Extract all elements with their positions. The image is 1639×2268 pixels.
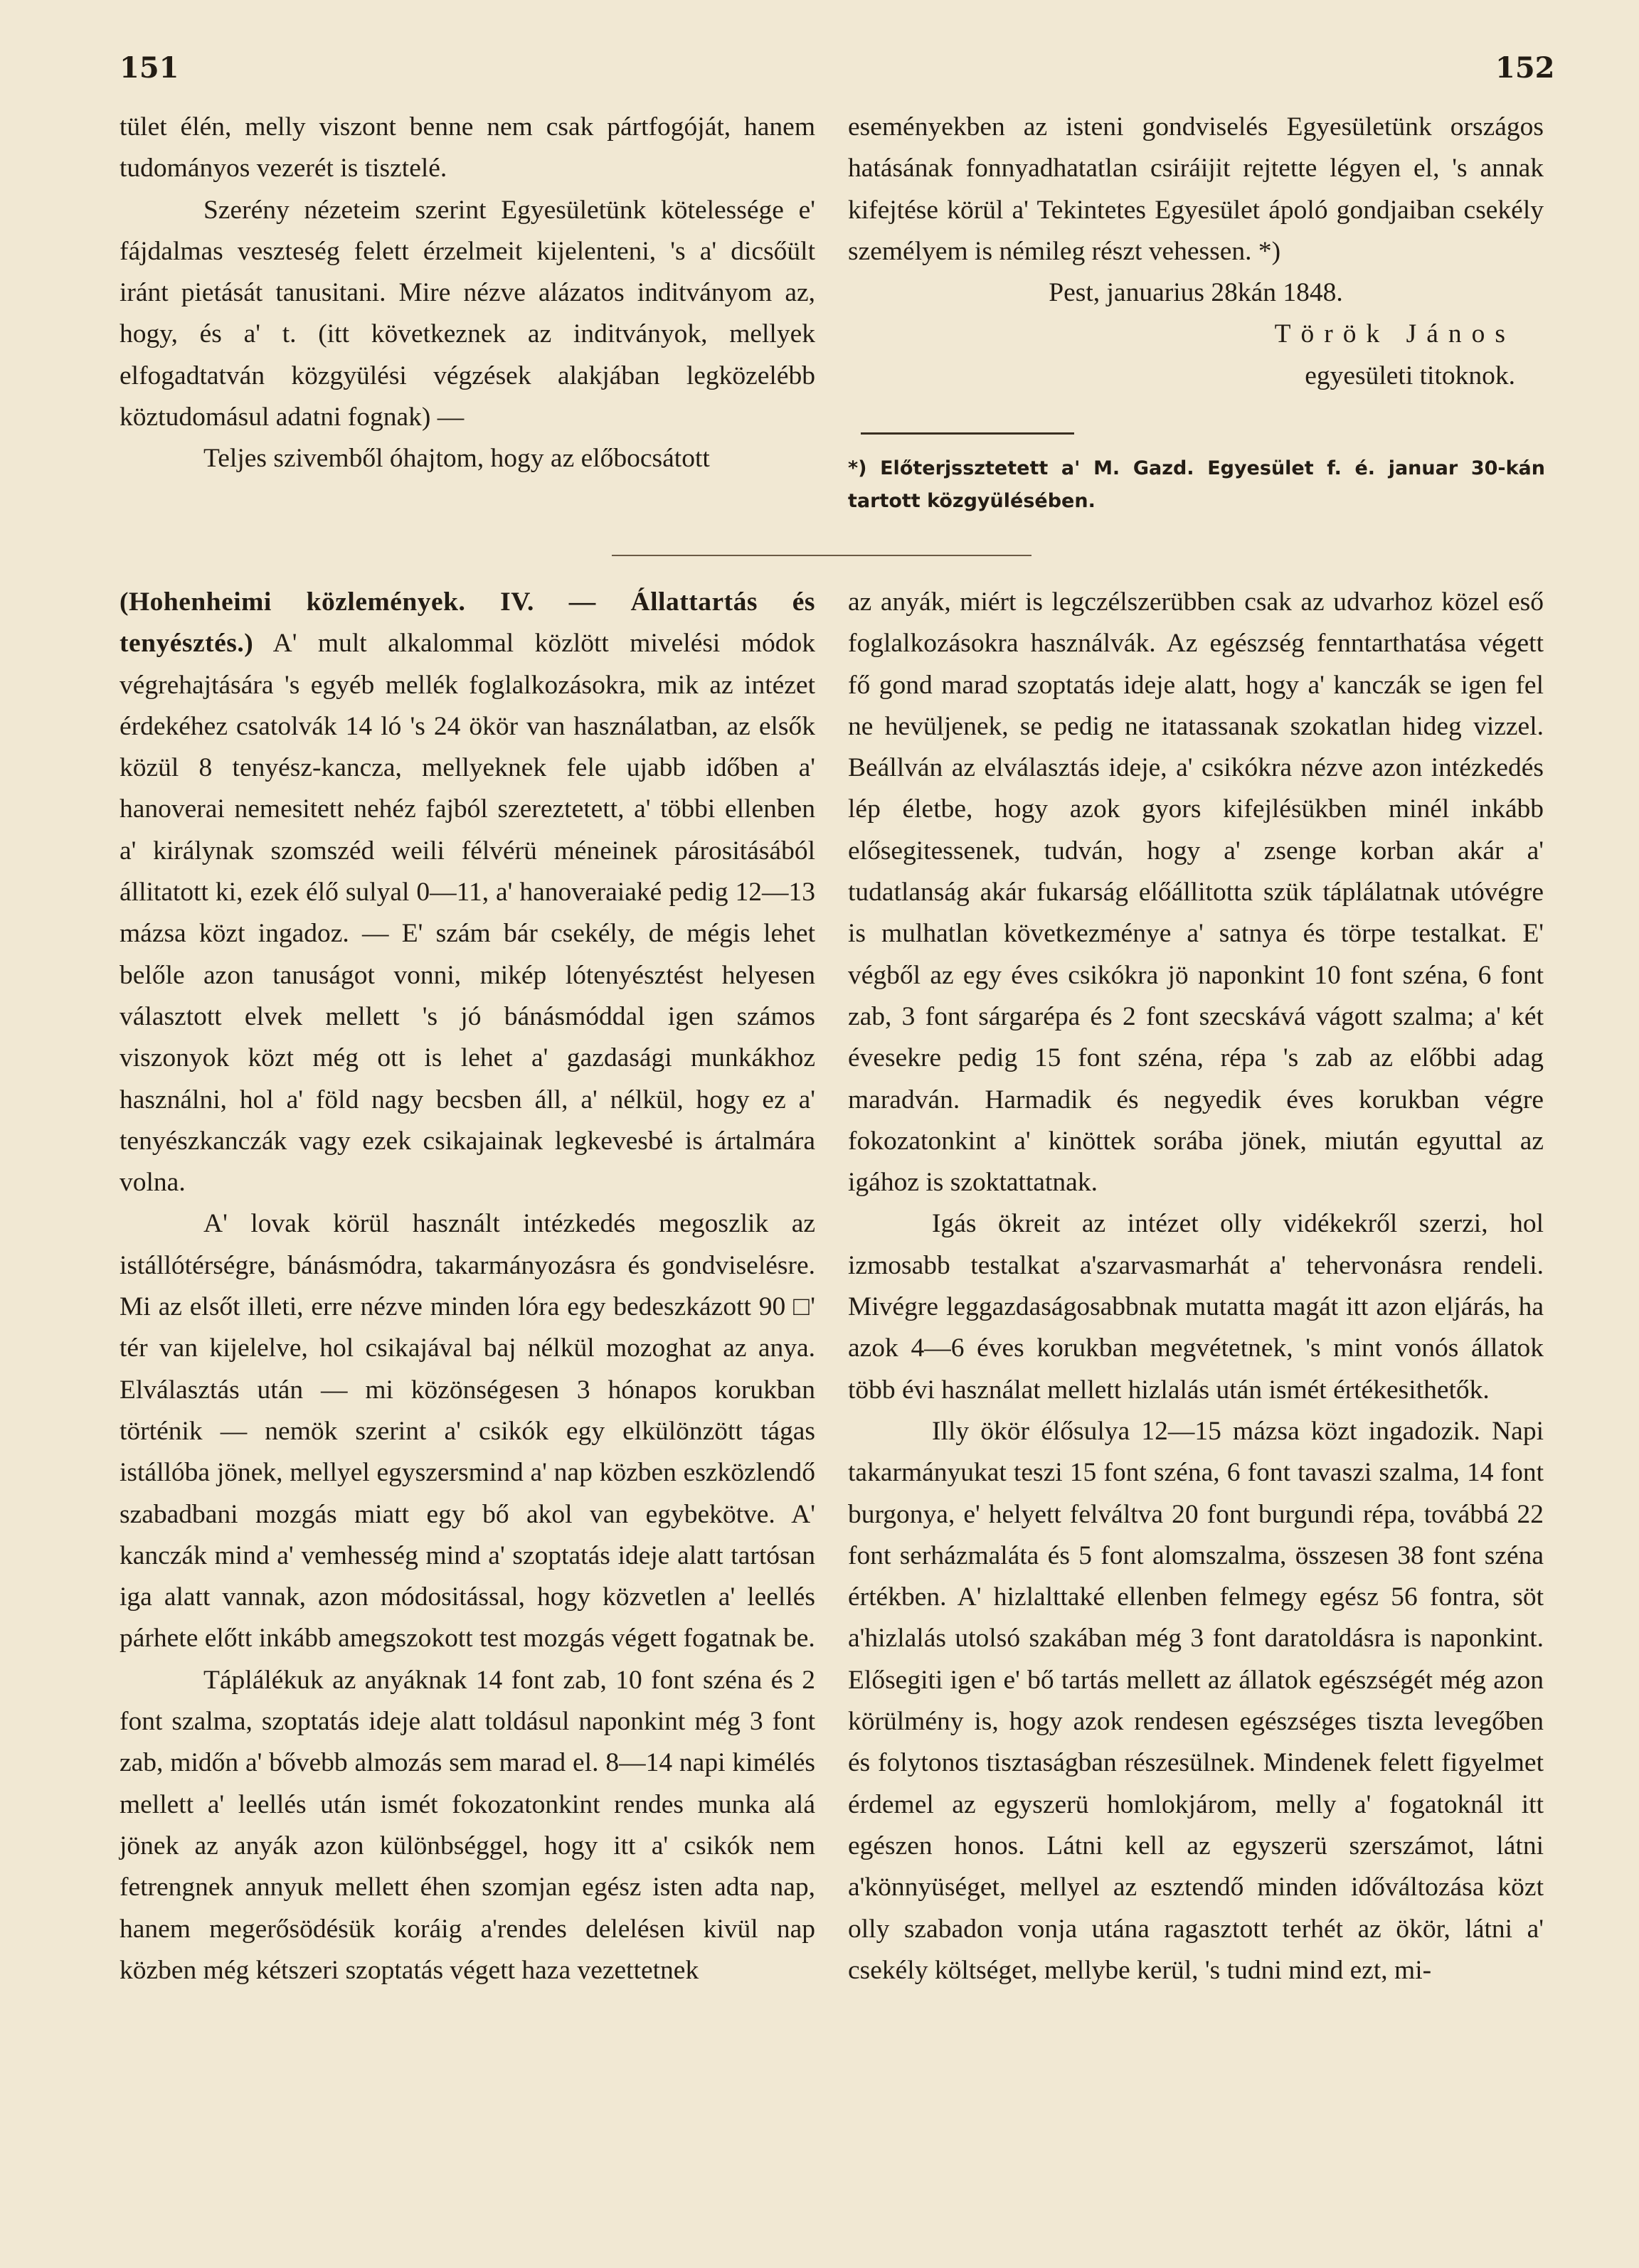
date-line: Pest, januarius 28kán 1848.	[1049, 278, 1343, 308]
footnote: *) Előterjssztetett a' M. Gazd. Egyesület f. é. januar 30-kán tartott közgyülésében.	[848, 457, 1545, 512]
top-left-column	[120, 107, 815, 480]
bottom-left-column	[120, 582, 815, 1991]
paragraph: Táplálékuk az anyáknak 14 font zab, 10 font széna és 2 font szalma, szoptatás ideje alatt toldásul naponkint még 3 font zab, midőn a' bővebb almozás sem marad el. 8—14 napi kimélés mellett a' leellés után ismét fokozatonkint rendes munka alá jönek az anyák azon különbséggel, hogy itt a' csikók nem fetrengnek annyuk mellett éhen szomjan egész isten adta nap, hanem megerősödésük koráig a'rendes delelésen kivül nap közben még kétszeri szoptatás végett haza vezettetnek	[120, 1665, 815, 1985]
paragraph: Illy ökör élősulya 12—15 mázsa közt ingadozik. Napi takarmányukat teszi 15 font széna, 6 font tavaszi szalma, 14 font burgonya, e' helyett felváltva 20 font burgundi répa, továbbá 22 font serházmaláta és 5 font alomszalma, összesen 38 font széna értékben. A' hizlalttaké ellenben felmegy egész 56 fontra, söt a'hizlalás utolsó szakában még 3 font daratoldásra is naponkint. Elősegiti igen e' bő tartás mellett az állatok egészségét még azon körülmény is, hogy azok rendesen egészséges tiszta levegőben és folytonos tisztaságban részesülnek. Mindenek felett figyelmet érdemel az egyszerü homlokjárom, melly a' fogatoknál itt egészen honos. Látni kell az egyszerü szerszámot, látni a'könnyüséget, mellyel az esztendő minden időváltozása közt olly szabadon vonja utána ragasztott terhét az ökör, látni a' csekély költséget, mellybe kerül, 's tudni mind ezt, mi-	[848, 1416, 1544, 1985]
page-number-right: 152	[1495, 51, 1555, 85]
paragraph: tület élén, melly viszont benne nem csak pártfogóját, hanem tudományos vezerét is tisztelé.	[120, 112, 815, 183]
paragraph: eseményekben az isteni gondviselés Egyesületünk országos hatásának fonnyadhatatlan csiráijit rejtette légyen el, 's annak kifejtése körül a' Tekintetes Egyesület ápoló gondjaiban csekély személyem is némileg részt vehessen. *)	[848, 112, 1544, 266]
paragraph: A' lovak körül használt intézkedés megoszlik az istállótérségre, bánásmódra, takarmányozásra és gondviselésre. Mi az elsőt illeti, erre nézve minden lóra egy bedeszkázott 90 □' tér van kijelelve, hol csikajával baj nélkül mozoghat az anya. Elválasztás után — mi közönségesen 3 hónapos korukban történik — nemök szerint a' csikók egy elkülönzött tágas istállóba jönek, mellyel egyszersmind a' nap közben eszközlendő szabadbani mozgás miatt egy bő akol van egybekötve. A' kanczák mind a' vemhesség mind a' szoptatás ideje alatt tartósan iga alatt vannak, azon módositással, hogy közvetlen a' leellés párhete előtt inkább amegszokott test mozgás végett fogatnak be.	[120, 1209, 815, 1654]
article-text	[120, 582, 815, 1203]
footnote-rule	[861, 432, 1074, 435]
paragraph: Igás ökreit az intézet olly vidékekről szerzi, hol izmosabb testalkat a'szarvasmarhát a' tehervonásra rendeli. Mivégre leggazdaságosabbnak mutatta magát itt azon eljárás, ha azok 4—6 éves korukban megvétetnek, 's mint vonós állatok több évi használat mellett hizlalás után ismét értékesithetők.	[848, 1209, 1544, 1405]
signature-title: egyesületi titoknok.	[1305, 361, 1515, 390]
section-separator	[612, 555, 1031, 556]
bottom-right-column	[848, 582, 1544, 1991]
article-heading: (Hohenheimi közlemények. IV. — Állattartás és tenyésztés.)	[120, 587, 815, 659]
top-right-column	[848, 107, 1544, 397]
page-number-left: 151	[120, 51, 179, 85]
signature-name: Török János	[1274, 319, 1515, 349]
paragraph: Szerény nézeteim szerint Egyesületünk kötelessége e' fájdalmas veszteség felett érzelmeit kijelenteni, 's a' dicsőült iránt pietását tanusitani. Mire nézve alázatos inditványom az, hogy, és a' t. (itt következnek az inditványok, mellyek elfogadtatván közgyülési végzések alakjában legközelébb köztudomásul adatni fognak) —	[120, 195, 815, 432]
paragraph: Teljes szivemből óhajtom, hogy az előbocsátott	[203, 444, 710, 474]
paragraph: az anyák, miért is legczélszerübben csak az udvarhoz közel eső foglalkozásokra használvák. Az egészség fenntarthatása végett fő gond marad szoptatás ideje alatt, hogy a' kanczák se igen fel ne hevüljenek, se pedig ne itatassanak szokatlan hideg vizzel. Beállván az elválasztás ideje, a' csikókra nézve azon intézkedés lép életbe, hogy azok gyors kifejlésükben minél inkább elősegitessenek, tudván, hogy a' zsenge korban akár a' tudatlanság akár fukarság előállitotta szük táplálatnak utóvégre is mulhatlan következménye a' satnya és törpe testalkat. E' végből az egy éves csikókra jö naponkint 10 font széna, 6 font zab, 3 font sárgarépa és 2 font szecskává vágott szalma; a' két évesekre pedig 15 font széna, répa 's zab az előbbi adag maradván. Harmadik és negyedik éves korukban végre fokozatonkint a' kinöttek sorába jönek, miután egyuttal az igához is szoktattatnak.	[848, 587, 1544, 1198]
paragraph: A' mult alkalommal közlött mivelési módok végrehajtására 's egyéb mellék foglalkozásokra, mik az intézet érdekéhez csatolvák 14 ló 's 24 ökör van használatban, az elsők közül 8 tenyész-kancza, mellyeknek fele ujabb időben a' hanoverai nemesitett nehéz fajból szereztetett, a' többi ellenben a' királynak szomszéd weili félvérü méneinek párositásából állitatott ki, ezek élő sulyal 0—11, a' hanoveraiaké pedig 12—13 mázsa közt ingadoz. — E' szám bár csekély, de mégis lehet belőle azon tanuságot vonni, mikép lótenyésztést helyesen választott elvek mellett 's jó bánásmóddal igen számos viszonyok közt még ott is lehet a' gazdasági munkákhoz használni, hol a' föld nagy becsben áll, a' nélkül, hogy ez a' tenyészkanczák vagy ezek csikajainak legkevesbé is ártalmára volna.	[120, 629, 815, 1198]
